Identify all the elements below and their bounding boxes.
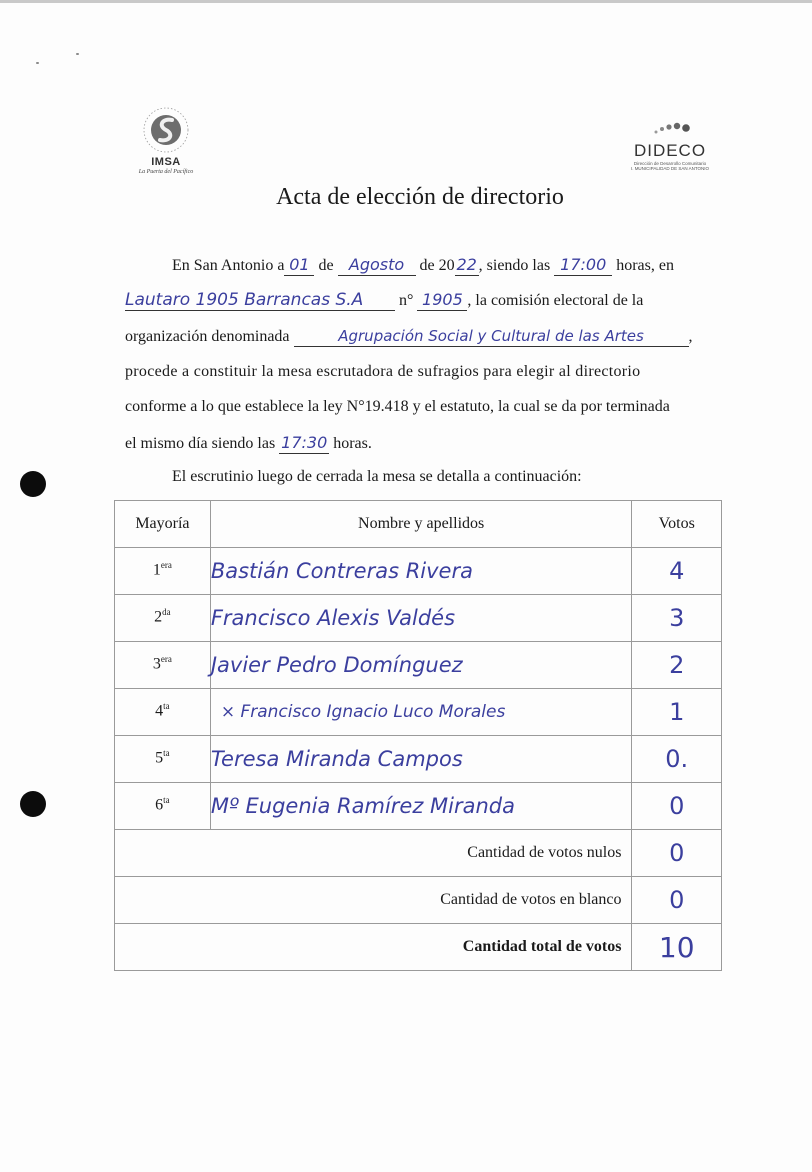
- document-title: Acta de elección de directorio: [276, 184, 564, 210]
- rank-suffix: ta: [163, 748, 170, 758]
- table-row: [115, 595, 722, 642]
- imsa-logo: [116, 104, 216, 184]
- rank-suffix: ta: [163, 795, 170, 805]
- punch-hole: [20, 791, 46, 817]
- candidate-votes: 4: [632, 548, 722, 595]
- dots-icon: [640, 120, 700, 136]
- rank-cell: [115, 595, 211, 642]
- rank-cell: [115, 736, 211, 783]
- blanco-label: Cantidad de votos en blanco: [115, 877, 632, 924]
- text-organizacion: organización denominada: [125, 328, 290, 345]
- paper-speck: [36, 62, 39, 64]
- dideco-logo: [622, 120, 718, 180]
- form-line-4: procede a constituir la mesa escrutadora de sufragios para elegir al directorio: [125, 363, 641, 380]
- candidate-name: Mº Eugenia Ramírez Miranda: [210, 783, 632, 830]
- rank-cell: [115, 689, 211, 736]
- total-row: [115, 924, 722, 971]
- nulos-label: Cantidad de votos nulos: [115, 830, 632, 877]
- rank-suffix: ta: [163, 701, 170, 711]
- candidate-votes: 2: [632, 642, 722, 689]
- text-numero: n°: [399, 292, 414, 309]
- table-row: [115, 548, 722, 595]
- paper-speck: [76, 53, 79, 55]
- candidate-name: Francisco Alexis Valdés: [210, 595, 632, 642]
- paper-edge: [0, 0, 812, 3]
- day-field: 01: [284, 255, 314, 276]
- organization-name-field: Agrupación Social y Cultural de las Artes: [294, 326, 689, 347]
- text-en-san-antonio: En San Antonio a: [172, 257, 285, 274]
- text-de-20: de 20: [419, 257, 455, 274]
- header-mayoria: Mayoría: [115, 501, 211, 548]
- start-hour-field: 17:00: [554, 255, 612, 276]
- candidate-name: Bastián Contreras Rivera: [210, 548, 632, 595]
- rank-cell: [115, 548, 211, 595]
- text-horas-en: horas, en: [616, 257, 674, 274]
- text-comision-electoral: , la comisión electoral de la: [467, 292, 644, 309]
- nulos-value: 0: [632, 830, 722, 877]
- rank-cell: [115, 642, 211, 689]
- table-header-row: [115, 501, 722, 548]
- form-line-3: [125, 326, 715, 356]
- table-row: [115, 736, 722, 783]
- number-field: 1905: [417, 290, 467, 311]
- imsa-tagline: La Puerta del Pacífico: [138, 169, 194, 175]
- table-row: [115, 689, 722, 736]
- rank-number: 5: [155, 749, 164, 767]
- nulos-row: [115, 830, 722, 877]
- punch-hole: [20, 471, 46, 497]
- year-field: 22: [456, 255, 477, 274]
- rank-number: 3: [152, 655, 161, 673]
- dideco-subtitle: Dirección de Desarrollo Comunitario: [633, 161, 707, 166]
- blanco-value: 0: [632, 877, 722, 924]
- table-row: [115, 642, 722, 689]
- intro-text: El escrutinio luego de cerrada la mesa se detalla a continuación:: [172, 468, 582, 485]
- rank-suffix: era: [160, 560, 172, 570]
- rank-suffix: era: [160, 654, 172, 664]
- blanco-row: [115, 877, 722, 924]
- text-comma: ,: [688, 328, 693, 345]
- rank-cell: [115, 783, 211, 830]
- text-horas: horas.: [333, 435, 372, 452]
- rank-number: 1: [152, 561, 161, 579]
- candidate-name: Javier Pedro Domínguez: [210, 642, 632, 689]
- rank-number: 2: [154, 608, 163, 626]
- total-value: 10: [632, 924, 722, 971]
- candidate-votes: 0.: [632, 736, 722, 783]
- form-line-2: [125, 290, 715, 320]
- end-hour-field: 17:30: [281, 433, 328, 452]
- rank-number: 6: [155, 796, 164, 814]
- header-votos: Votos: [632, 501, 722, 548]
- form-line-1: [172, 255, 717, 285]
- month-field: Agosto: [338, 255, 416, 276]
- text-siendo-las: , siendo las: [478, 257, 551, 274]
- place-field: Lautaro 1905 Barrancas S.A: [125, 290, 395, 311]
- text-mismo-dia: el mismo día siendo las: [125, 435, 276, 452]
- form-line-6: [125, 433, 715, 463]
- table-row: [115, 783, 722, 830]
- header-nombre: Nombre y apellidos: [210, 501, 632, 548]
- candidate-votes: 3: [632, 595, 722, 642]
- text-de: de: [318, 257, 334, 274]
- candidate-name: Teresa Miranda Campos: [210, 736, 632, 783]
- results-table: [114, 500, 722, 971]
- imsa-emblem-icon: [134, 104, 198, 156]
- dideco-subtitle-municipality: I. MUNICIPALIDAD DE SAN ANTONIO: [630, 166, 710, 171]
- dideco-name: DIDECO: [633, 141, 707, 160]
- total-label: Cantidad total de votos: [115, 924, 632, 971]
- rank-suffix: da: [162, 607, 171, 617]
- imsa-name: IMSA: [151, 156, 181, 168]
- form-line-5: conforme a lo que establece la ley N°19.418 y el estatuto, la cual se da por terminada: [125, 398, 670, 415]
- candidate-votes: 1: [632, 689, 722, 736]
- candidate-name: × Francisco Ignacio Luco Morales: [210, 689, 632, 736]
- candidate-votes: 0: [632, 783, 722, 830]
- rank-number: 4: [155, 702, 164, 720]
